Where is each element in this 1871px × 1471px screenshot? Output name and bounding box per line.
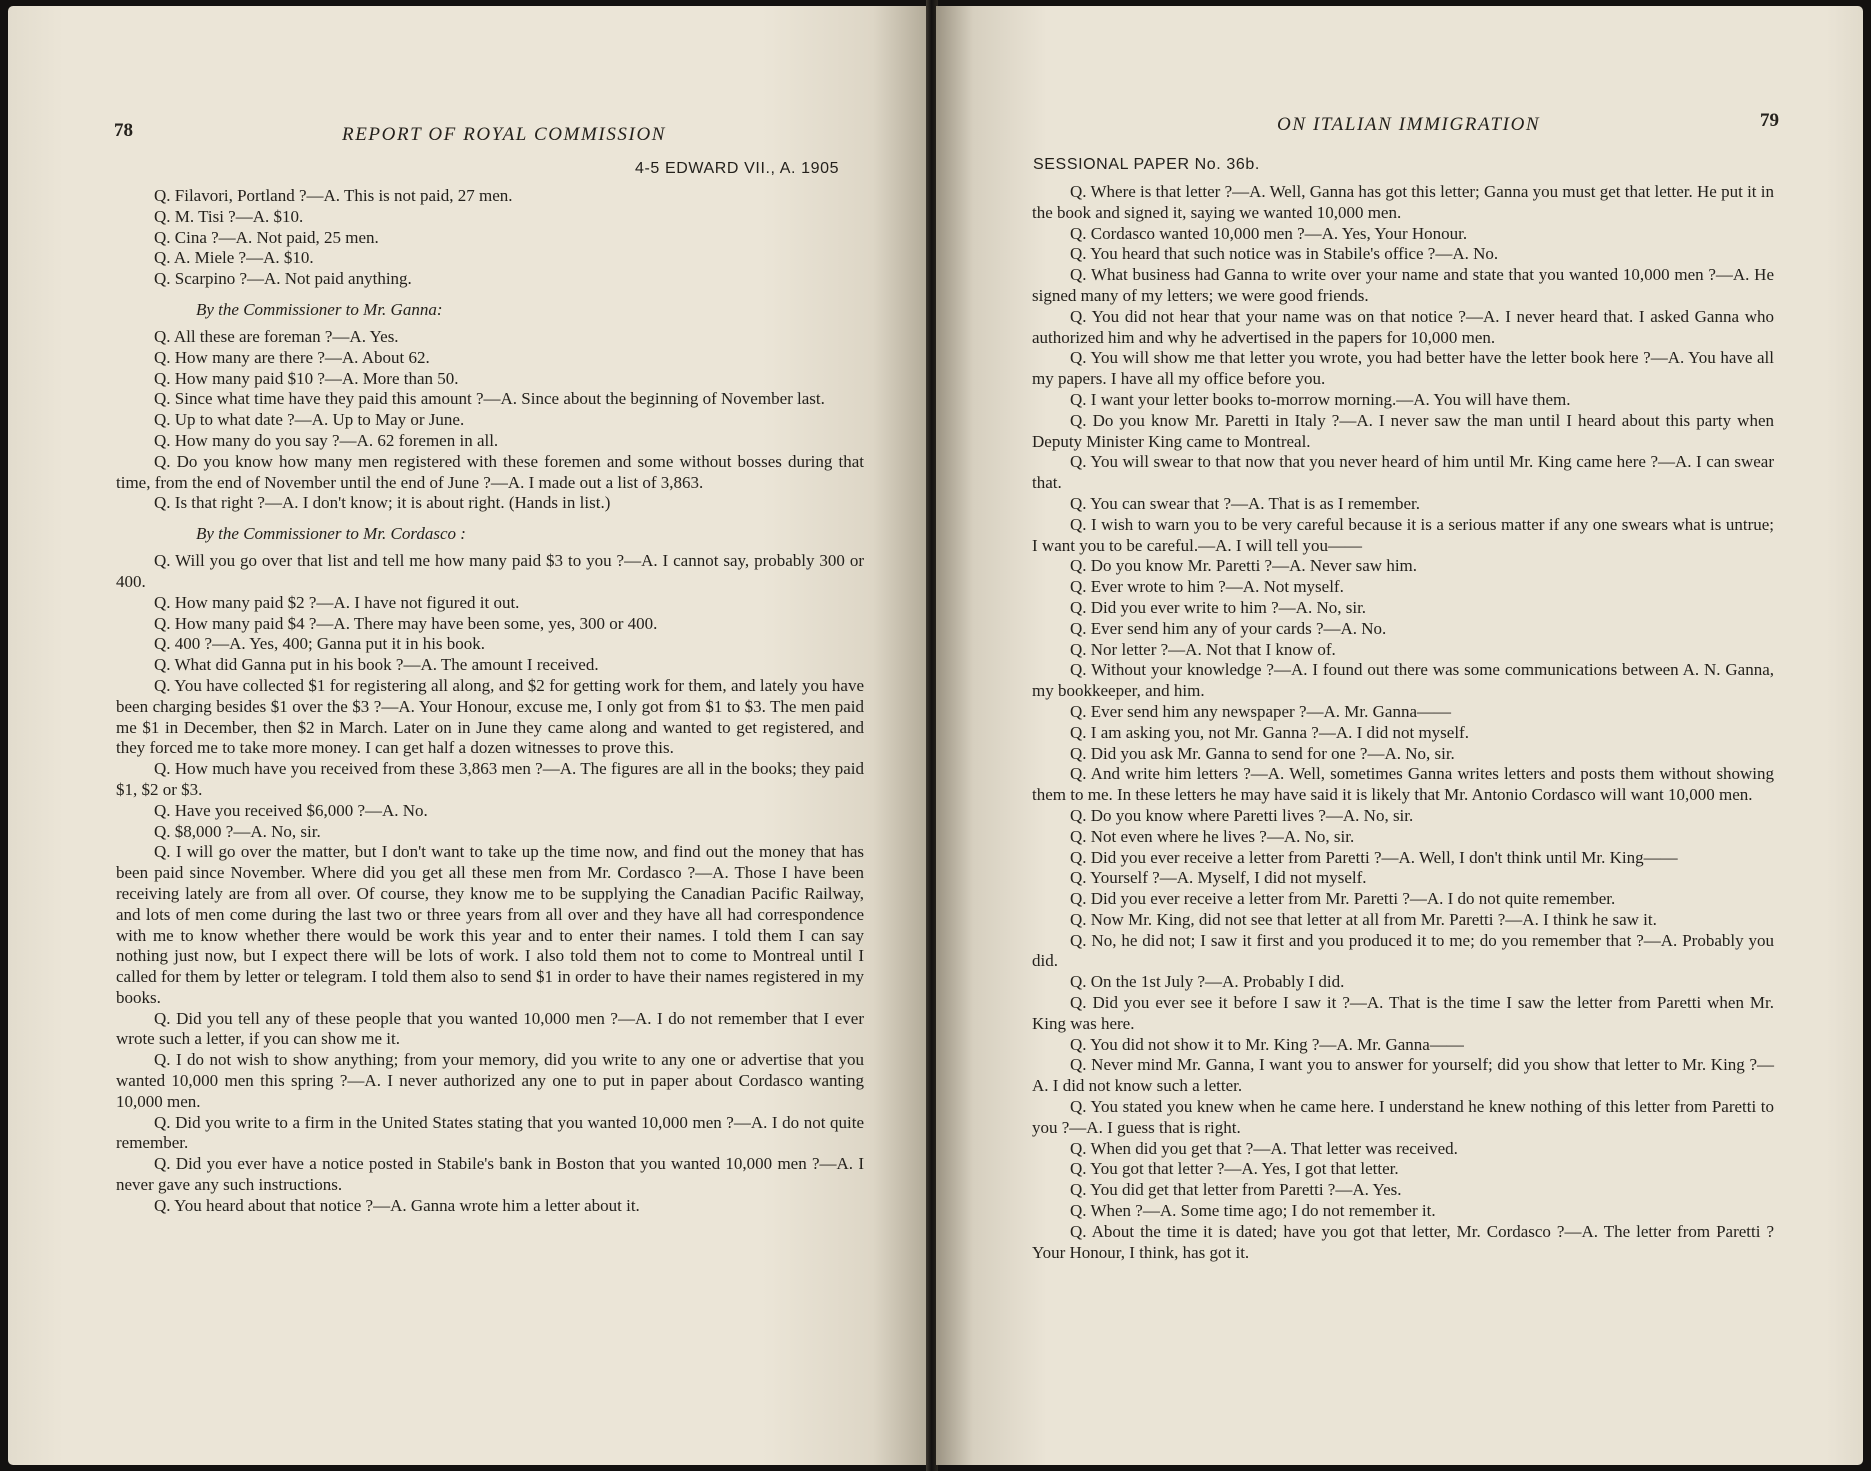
testimony-paragraph: Q. On the 1st July ?—A. Probably I did. [1070,972,1345,992]
testimony-paragraph: Q. Did you ever see it before I saw it ?—A. That is the time I saw the letter from Paretti when Mr. King was here. [1032,993,1774,1033]
section-subheading: By the Commissioner to Mr. Ganna: [196,299,443,319]
testimony-paragraph: Q. Did you ever receive a letter from Paretti ?—A. Well, I don't think until Mr. King—— [1070,847,1678,867]
right-text-column [1032,182,1774,1263]
testimony-paragraph: Q. Now Mr. King, did not see that letter at all from Mr. Paretti ?—A. I think he saw it. [1070,909,1657,929]
testimony-paragraph: Q. How much have you received from these 3,863 men ?—A. The figures are all in the books; they paid $1, $2 or $3. [116,759,864,799]
testimony-paragraph: Q. You can swear that ?—A. That is as I remember. [1070,493,1420,513]
testimony-paragraph: Q. Filavori, Portland ?—A. This is not paid, 27 men. [154,186,513,205]
right-running-head: ON ITALIAN IMMIGRATION [1277,114,1541,135]
left-page-number: 78 [114,120,133,141]
testimony-paragraph: Q. Do you know Mr. Paretti ?—A. Never saw him. [1070,556,1418,576]
testimony-paragraph: Q. When did you get that ?—A. That letter was received. [1070,1138,1458,1158]
testimony-paragraph: Q. Did you ever have a notice posted in Stabile's bank in Boston that you wanted 10,000 men ?—A. I never gave any such instructions. [116,1154,864,1195]
testimony-paragraph: Q. Did you ever receive a letter from Mr. Paretti ?—A. I do not quite remember. [1070,889,1616,909]
testimony-paragraph: Q. Did you tell any of these people that you wanted 10,000 men ?—A. I do not remember that I ever wrote such a letter, if you can show me it. [116,1008,864,1049]
testimony-paragraph: Q. Will you go over that list and tell me how many paid $3 to you ?—A. I cannot say, probably 300 or 400. [116,551,864,591]
testimony-paragraph: Q. How many paid $2 ?—A. I have not figured it out. [154,592,520,612]
testimony-paragraph: Q. How many are there ?—A. About 62. [154,347,430,367]
testimony-paragraph: Q. M. Tisi ?—A. $10. [154,206,304,226]
testimony-paragraph: Q. You heard that such notice was in Stabile's office ?—A. No. [1070,244,1499,264]
testimony-paragraph: Q. Did you write to a firm in the United States stating that you wanted 10,000 men ?—A. I do not quite remember. [116,1112,864,1153]
testimony-paragraph: Q. $8,000 ?—A. No, sir. [154,821,321,841]
testimony-paragraph: Q. Up to what date ?—A. Up to May or June. [154,410,465,430]
testimony-paragraph: Q. Scarpino ?—A. Not paid anything. [154,269,412,289]
testimony-paragraph: Q. I wish to warn you to be very careful because it is a serious matter if any one swears what is untrue; I want you to be careful.—A. I will tell you—— [1032,514,1774,555]
testimony-paragraph: Q. I want your letter books to-morrow morning.—A. You will have them. [1070,389,1571,409]
testimony-paragraph: Q. Not even where he lives ?—A. No, sir. [1070,826,1355,846]
testimony-paragraph: Q. You did get that letter from Paretti ?—A. Yes. [1070,1180,1402,1200]
testimony-paragraph: Q. Never mind Mr. Ganna, I want you to answer for yourself; did you show that letter to Mr. King ?—A. I did not know such a letter. [1032,1055,1774,1096]
testimony-paragraph: Q. You got that letter ?—A. Yes, I got that letter. [1070,1159,1399,1179]
volume-line: 4-5 EDWARD VII., A. 1905 [635,160,840,177]
testimony-paragraph: Q. I am asking you, not Mr. Ganna ?—A. I did not myself. [1070,722,1469,742]
testimony-paragraph: Q. Did you ever write to him ?—A. No, sir. [1070,597,1367,617]
testimony-paragraph: Q. Ever send him any newspaper ?—A. Mr. Ganna—— [1070,701,1451,721]
testimony-paragraph: Q. Cina ?—A. Not paid, 25 men. [154,227,379,247]
testimony-paragraph: Q. You will show me that letter you wrote, you had better have the letter book here ?—A. You have all my papers. I have all my office before you. [1032,348,1774,389]
testimony-paragraph: Q. Ever send him any of your cards ?—A. No. [1070,618,1387,638]
testimony-paragraph: Q. Ever wrote to him ?—A. Not myself. [1070,577,1344,597]
testimony-paragraph: Q. Do you know Mr. Paretti in Italy ?—A. I never saw the man until I heard about this party when Deputy Minister King came to Montreal. [1032,410,1774,451]
testimony-paragraph: Q. A. Miele ?—A. $10. [154,248,314,268]
testimony-paragraph: Q. About the time it is dated; have you got that letter, Mr. Cordasco ?—A. The letter from Paretti ? Your Honour, I think, has got it. [1032,1221,1774,1262]
testimony-paragraph: Q. And write him letters ?—A. Well, sometimes Ganna writes letters and posts them without showing them to me. In these letters he may have said it is likely that Mr. Antonio Cordasco will want 10,000 men. [1032,764,1774,805]
testimony-paragraph: Q. What did Ganna put in his book ?—A. The amount I received. [154,655,599,675]
testimony-paragraph: Q. Cordasco wanted 10,000 men ?—A. Yes, Your Honour. [1070,223,1468,243]
testimony-paragraph: Q. 400 ?—A. Yes, 400; Ganna put it in his book. [154,634,486,654]
testimony-paragraph: Q. Did you ask Mr. Ganna to send for one ?—A. No, sir. [1070,743,1455,763]
testimony-paragraph: Q. Do you know how many men registered with these foremen and some without bosses during that time, from the end of November until the end of June ?—A. I made out a list of 3,863. [116,451,864,492]
testimony-paragraph: Q. Without your knowledge ?—A. I found out there was some communications between A. N. Ganna, my bookkeeper, and him. [1032,660,1774,701]
right-page [936,6,1863,1465]
testimony-paragraph: Q. What business had Ganna to write over your name and state that you wanted 10,000 men ?—A. He signed many of my letters; we were good friends. [1032,265,1774,305]
testimony-paragraph: Q. How many do you say ?—A. 62 foremen in all. [154,430,499,450]
testimony-paragraph: Q. I will go over the matter, but I don't want to take up the time now, and find out the money that has been paid since November. Where did you get all these men from Mr. Cordasco ?—A. Those I have been receiving lately are from all over. Of course, they know me to be supplying the Canadian Pacific Railway, and lots of men come during the last two or three years from all over and they have all had correspondence with me to know whether there would be work this year and to enter their names. I told them I can say nothing just now, but I expect there will be lots of work. I also told them not to come to Montreal until I called for them by letter or telegram. I told them also to send $1 in order to have their names registered in my books. [116,842,864,1007]
section-subheading: By the Commissioner to Mr. Cordasco : [196,524,466,544]
testimony-paragraph: Q. All these are foreman ?—A. Yes. [154,326,399,346]
testimony-paragraph: Q. Nor letter ?—A. Not that I know of. [1070,639,1336,659]
testimony-paragraph: Q. Do you know where Paretti lives ?—A. No, sir. [1070,805,1414,825]
testimony-paragraph: Q. You will swear to that now that you never heard of him until Mr. King came here ?—A. I can swear that. [1032,452,1774,493]
testimony-paragraph: Q. Is that right ?—A. I don't know; it is about right. (Hands in list.) [154,493,611,513]
left-text-column [116,186,864,1217]
testimony-paragraph: Q. I do not wish to show anything; from your memory, did you write to any one or advertise that you wanted 10,000 men this spring ?—A. I never authorized any one to put in paper about Cordasco wanting 10,000 men. [116,1050,864,1111]
sessional-line: SESSIONAL PAPER No. 36b. [1033,156,1260,173]
testimony-paragraph: Q. How many paid $4 ?—A. There may have been some, yes, 300 or 400. [154,613,658,633]
testimony-paragraph: Q. You stated you knew when he came here. I understand he knew nothing of this letter from Paretti to you ?—A. I guess that is right. [1032,1097,1774,1137]
testimony-paragraph: Q. Since what time have they paid this amount ?—A. Since about the beginning of November last. [154,389,825,409]
testimony-paragraph: Q. You have collected $1 for registering all along, and $2 for getting work for them, and lately you have been charging besides $1 over the $3 ?—A. Your Honour, excuse me, I only got from $1 to $3. The men paid me $1 in December, then $2 in March. Later on in June they came along and wanted to get registered, and they forced me to take more money. I can get half a dozen witnesses to prove this. [116,675,864,758]
testimony-paragraph: Q. Have you received $6,000 ?—A. No. [154,800,428,820]
testimony-paragraph: Q. No, he did not; I saw it first and you produced it to me; do you remember that ?—A. Probably you did. [1032,930,1774,971]
testimony-paragraph: Q. Yourself ?—A. Myself, I did not myself. [1070,868,1367,888]
testimony-paragraph: Q. You heard about that notice ?—A. Ganna wrote him a letter about it. [154,1195,640,1215]
testimony-paragraph: Q. Where is that letter ?—A. Well, Ganna has got this letter; Ganna you must get that letter. He put it in the book and signed it, saying we wanted 10,000 men. [1032,182,1774,222]
testimony-paragraph: Q. How many paid $10 ?—A. More than 50. [154,368,459,388]
testimony-paragraph: Q. When ?—A. Some time ago; I do not remember it. [1070,1201,1436,1221]
left-running-head: REPORT OF ROYAL COMMISSION [342,124,667,145]
testimony-paragraph: Q. You did not show it to Mr. King ?—A. Mr. Ganna—— [1070,1034,1464,1054]
left-page [8,6,928,1465]
testimony-paragraph: Q. You did not hear that your name was on that notice ?—A. I never heard that. I asked Ganna who authorized him and why he advertised in the papers for 10,000 men. [1032,306,1774,347]
right-page-number: 79 [1760,110,1779,131]
